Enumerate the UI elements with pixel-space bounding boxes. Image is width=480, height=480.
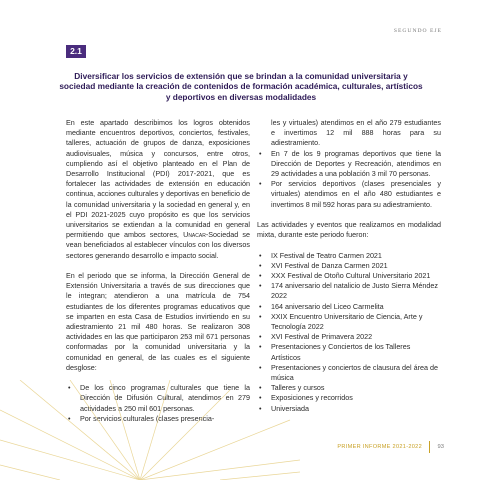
event-item-text: 164 aniversario del Liceo Carmelita xyxy=(271,301,384,311)
list-item-text: les y virtuales) atendimos en el año 279 estudiantes e invertimos 12 mil 888 horas para su adiestramiento. xyxy=(271,118,441,148)
list-item xyxy=(257,118,441,149)
bullet-icon: • xyxy=(68,383,71,393)
event-item-text: Presentaciones y Conciertos de los Talleres Artísticos xyxy=(271,342,411,362)
page-number: 93 xyxy=(437,444,444,450)
event-item xyxy=(257,332,441,342)
section-title: Diversificar los servicios de extensión que se brindan a la comunidad universitaria y sociedad mediante la creación de contenidos de formación académica, culturales, artísticos y deportivos en diversas modalidades xyxy=(59,71,423,102)
bullet-icon: • xyxy=(259,148,262,158)
bullet-icon: • xyxy=(259,403,262,413)
bullet-icon: • xyxy=(259,301,262,311)
intro-paragraph-text-2: -Sociedad se vean beneficiados al establecer vínculos con los diversos sectores generando desarrollo e impacto social. xyxy=(66,230,250,260)
intro-paragraph xyxy=(66,118,250,261)
event-item-text: Exposiciones y recorridos xyxy=(271,393,353,403)
event-item-text: XXX Festival de Otoño Cultural Universitario 2021 xyxy=(271,271,431,281)
bullet-icon: • xyxy=(259,383,262,393)
list-item-text: En 7 de los 9 programas deportivos que tiene la Dirección de Deportes y Recreación, atendimos en 29 actividades a una población 3 mil 70 personas. xyxy=(271,148,441,179)
event-item xyxy=(257,302,441,312)
bullet-icon: • xyxy=(259,362,262,372)
list-item xyxy=(257,149,441,180)
event-item xyxy=(257,271,441,281)
event-item-text: Talleres y cursos xyxy=(271,383,325,393)
event-item xyxy=(257,251,441,261)
bullet-icon: • xyxy=(68,413,71,423)
running-head: SEGUNDO EJE xyxy=(393,28,442,34)
event-item-text: XVI Festival de Primavera 2022 xyxy=(271,332,373,342)
bullet-icon: • xyxy=(259,393,262,403)
bullet-icon: • xyxy=(259,250,262,260)
bullet-icon: • xyxy=(259,281,262,291)
event-item xyxy=(257,342,441,362)
decorative-rays xyxy=(0,380,300,480)
right-bullet-list-continued xyxy=(257,118,441,210)
list-item-text: Por servicios culturales (clases presencia- xyxy=(80,413,215,423)
bullet-icon: • xyxy=(259,260,262,270)
list-item-text: De los cinco programas culturales que tiene la Dirección de Difusión Cultural, atendimos en 279 actividades a 250 mil 601 personas. xyxy=(80,383,250,413)
event-item-text: Universiada xyxy=(271,403,309,413)
section-number-badge: 2.1 xyxy=(66,45,86,58)
footer-separator xyxy=(429,441,430,453)
bullet-icon: • xyxy=(259,332,262,342)
event-item-text: IX Festival de Teatro Carmen 2021 xyxy=(271,250,382,260)
period-paragraph: En el periodo que se informa, la Dirección General de Extensión Universitaria a través de sus direcciones que le integran; atendieron a una matrícula de 754 estudiantes de los diferentes programas educativos que se imparten en esta Casa de Estudios invirtiendo en su adiestramiento 21 mil 480 horas. Se realizaron 308 actividades en las que participaron 253 mil 671 personas conformadas por la comunidad universitaria y la comunidad en general, de las cuales es el siguiente desglose: xyxy=(66,271,250,372)
event-item xyxy=(257,261,441,271)
bullet-icon: • xyxy=(259,179,262,189)
event-item xyxy=(257,312,441,332)
list-item-text: Por servicios deportivos (clases presenciales y virtuales) atendimos en el año 480 estudiantes e invertimos 8 mil 592 horas para su adiestramiento. xyxy=(271,179,441,209)
unacar-smallcaps: Unacar xyxy=(183,230,206,240)
bullet-icon: • xyxy=(259,271,262,281)
event-item-text: XVI Festival de Danza Carmen 2021 xyxy=(271,260,388,270)
bullet-icon: • xyxy=(259,311,262,321)
event-item-text: Presentaciones y conciertos de clausura del área de música xyxy=(271,362,439,383)
event-item-text: XXIX Encuentro Universitario de Ciencia, Arte y Tecnología 2022 xyxy=(271,311,423,332)
bullet-icon: • xyxy=(259,342,262,352)
intro-paragraph-text-1: En este apartado describimos los logros obtenidos mediante encuentros deportivos, conciertos, festivales, talleres, actuación de grupos de danza, exposiciones audiovisuales, música y concursos, entre otros, cumpliendo así el objetivo planteado en el Plan de Desarrollo Institucional (PDI) 2017-2021, que es fortalecer las actividades de extensión en educación continua, acciones culturales y deportivas en beneficio de la comunidad universitaria y la sociedad en general y, en el PDI 2021-2025 cuyo propósito es que los servicios universitarios se extiendan a la comunidad en general permitiendo que ambos sectores, xyxy=(66,118,250,240)
right-column xyxy=(257,118,441,424)
event-item-text: 174 aniversario del natalicio de Justo Sierra Méndez 2022 xyxy=(271,281,439,301)
events-intro-paragraph: Las actividades y eventos que realizamos en modalidad mixta, durante este periodo fueron: xyxy=(257,220,441,240)
event-item xyxy=(257,281,441,301)
footer-report-label: PRIMER INFORME 2021-2022 xyxy=(337,444,422,450)
list-item xyxy=(257,179,441,210)
